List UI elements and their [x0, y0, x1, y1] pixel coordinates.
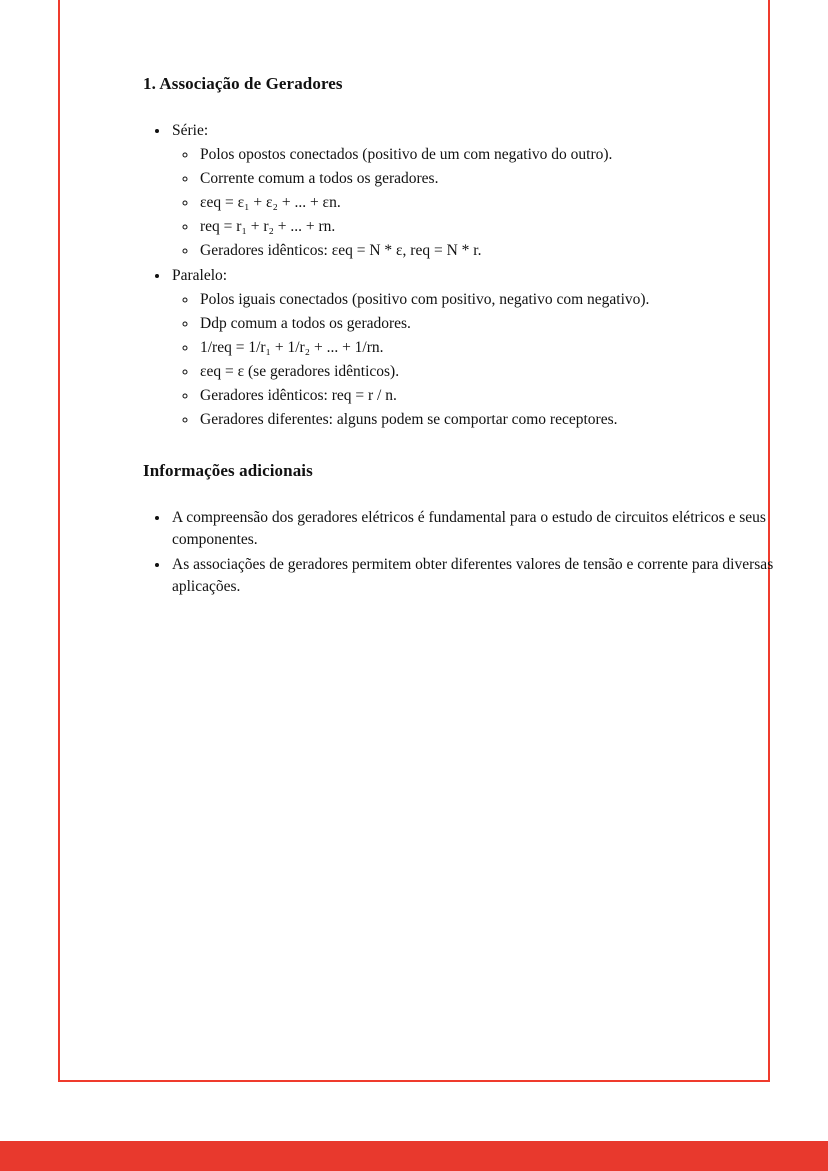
generators-association-list: [143, 120, 811, 431]
list-item: ◦ req = r₁ + r₂ + ... + rn.: [198, 216, 811, 238]
list-item: ◦ Ddp comum a todos os geradores.: [198, 313, 811, 335]
additional-info-list: [143, 507, 811, 598]
paralelo-sublist: [172, 289, 811, 431]
list-item: ◦ εeq = ε (se geradores idênticos).: [198, 361, 811, 383]
paralelo-label: Paralelo:: [172, 267, 228, 284]
list-item-serie: [170, 120, 811, 262]
list-item: ◦ Geradores idênticos: req = r / n.: [198, 385, 811, 407]
section-title-informacoes-adicionais: Informações adicionais: [143, 461, 313, 480]
list-item: ◦ 1/req = 1/r₁ + 1/r₂ + ... + 1/rn.: [198, 337, 811, 359]
section-title-associacao-geradores: 1. Associação de Geradores: [143, 74, 343, 93]
list-item: • As associações de geradores permitem obter diferentes valores de tensão e corrente para diversas aplicações.: [170, 554, 811, 598]
list-item: • A compreensão dos geradores elétricos é fundamental para o estudo de circuitos elétricos e seus componentes.: [170, 507, 811, 551]
page-border-frame: [58, 0, 774, 1082]
document-content: [143, 74, 811, 628]
list-item: ◦ Corrente comum a todos os geradores.: [198, 168, 811, 190]
serie-label: Série:: [172, 122, 209, 139]
list-item-paralelo: [170, 265, 811, 431]
list-item: ◦ εeq = ε₁ + ε₂ + ... + εn.: [198, 192, 811, 214]
list-item: ◦ Geradores diferentes: alguns podem se comportar como receptores.: [198, 409, 811, 431]
footer-red-bar: [0, 1141, 828, 1171]
list-item: ◦ Polos opostos conectados (positivo de um com negativo do outro).: [198, 144, 811, 166]
list-item: ◦ Geradores idênticos: εeq = N * ε, req = N * r.: [198, 240, 811, 262]
list-item: ◦ Polos iguais conectados (positivo com positivo, negativo com negativo).: [198, 289, 811, 311]
serie-sublist: [172, 144, 811, 262]
